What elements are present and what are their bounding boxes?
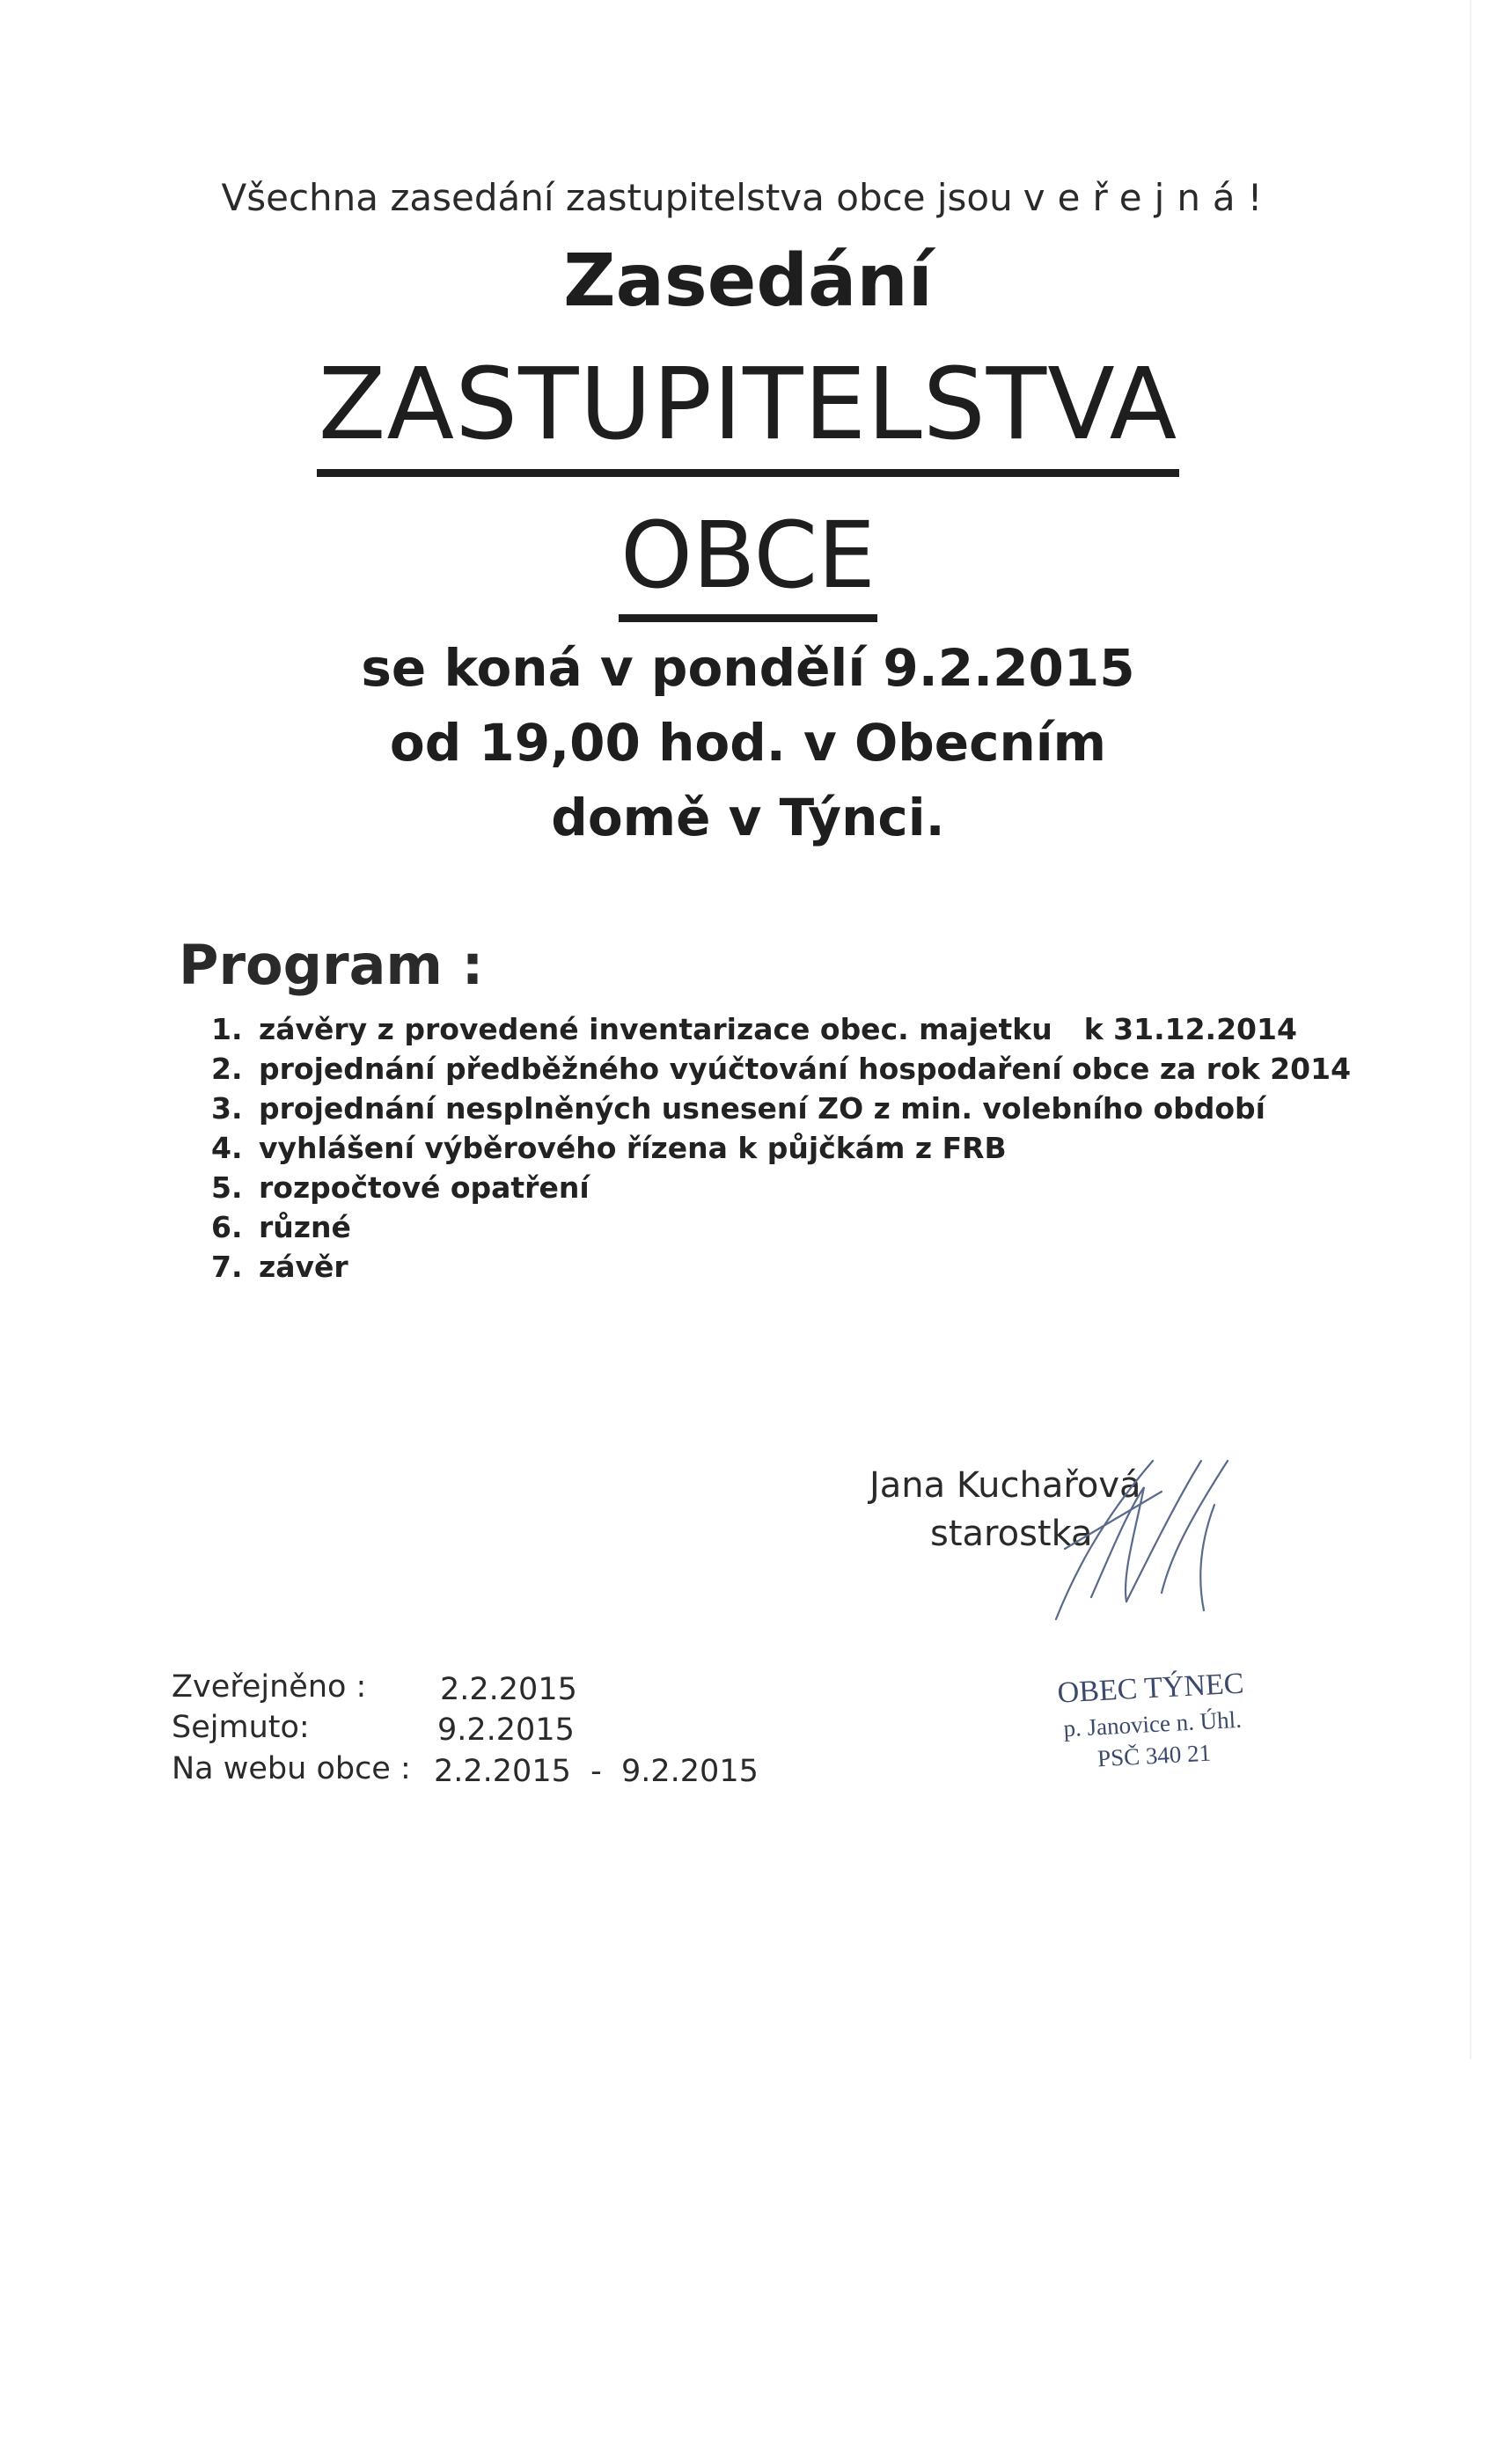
stamp-postcode: PSČ 340 21	[1096, 1739, 1212, 1772]
removed-label: Sejmuto:	[172, 1710, 310, 1745]
public-notice	[0, 176, 1496, 219]
program-item-date: k 31.12.2014	[1083, 1012, 1297, 1046]
program-item	[211, 1091, 1351, 1131]
public-notice-text: Všechna zasedání zastupitelstva obce jsou	[221, 176, 1013, 219]
meeting-time-place: od 19,00 hod. v Obecním	[389, 713, 1107, 773]
signer-name: Jana Kuchařová	[869, 1465, 1141, 1506]
program-item	[211, 1170, 1351, 1210]
program-item	[211, 1250, 1351, 1289]
program-heading: Program :	[179, 933, 484, 997]
program-item-text: vyhlášení výběrového řízena k půjčkám z FRB	[259, 1131, 1007, 1165]
web-label: Na webu obce :	[172, 1751, 411, 1786]
program-item-text: projednání předběžného vyúčtování hospodaření obce za rok 2014	[259, 1052, 1352, 1086]
program-item-number: 1.	[211, 1012, 243, 1046]
title-line-3-text: OBCE	[619, 502, 877, 622]
program-item	[211, 1052, 1351, 1091]
handwritten-signature	[1038, 1443, 1267, 1637]
title-line-2	[0, 348, 1496, 462]
signer-role: starostka	[930, 1514, 1093, 1554]
program-item-text: rozpočtové opatření	[259, 1170, 590, 1205]
stamp-address: p. Janovice n. Úhl.	[1062, 1705, 1243, 1742]
published-value: 2.2.2015	[440, 1672, 577, 1707]
program-item-number: 5.	[211, 1170, 243, 1205]
municipal-stamp	[1018, 1665, 1287, 1793]
meeting-date: se koná v pondělí 9.2.2015	[361, 638, 1135, 698]
program-item-number: 3.	[211, 1091, 243, 1126]
program-item	[211, 1131, 1351, 1170]
program-item-number: 6.	[211, 1210, 243, 1244]
title-line-1: Zasedání	[563, 239, 933, 323]
program-item-text: závěr	[259, 1250, 348, 1284]
program-item-number: 4.	[211, 1131, 243, 1165]
web-value: 2.2.2015 - 9.2.2015	[434, 1754, 759, 1789]
program-item-text: různé	[259, 1210, 351, 1244]
program-item-text: projednání nesplněných usnesení ZO z min. volebního období	[259, 1091, 1265, 1126]
program-item-number: 2.	[211, 1052, 243, 1086]
program-item	[211, 1012, 1351, 1052]
program-list	[211, 1012, 1351, 1289]
program-item-text: závěry z provedené inventarizace obec. majetku	[259, 1012, 1052, 1046]
title-line-2-text: ZASTUPITELSTVA	[317, 348, 1180, 477]
program-item	[211, 1210, 1351, 1250]
meeting-venue: domě v Týnci.	[551, 788, 945, 847]
stamp-name: OBEC TÝNEC	[1056, 1667, 1245, 1710]
published-label: Zveřejněno :	[172, 1669, 367, 1705]
program-item-number: 7.	[211, 1250, 243, 1284]
removed-value: 9.2.2015	[437, 1712, 575, 1748]
public-notice-emphasis: veřejná!	[1023, 176, 1275, 219]
title-line-3	[0, 502, 1496, 609]
